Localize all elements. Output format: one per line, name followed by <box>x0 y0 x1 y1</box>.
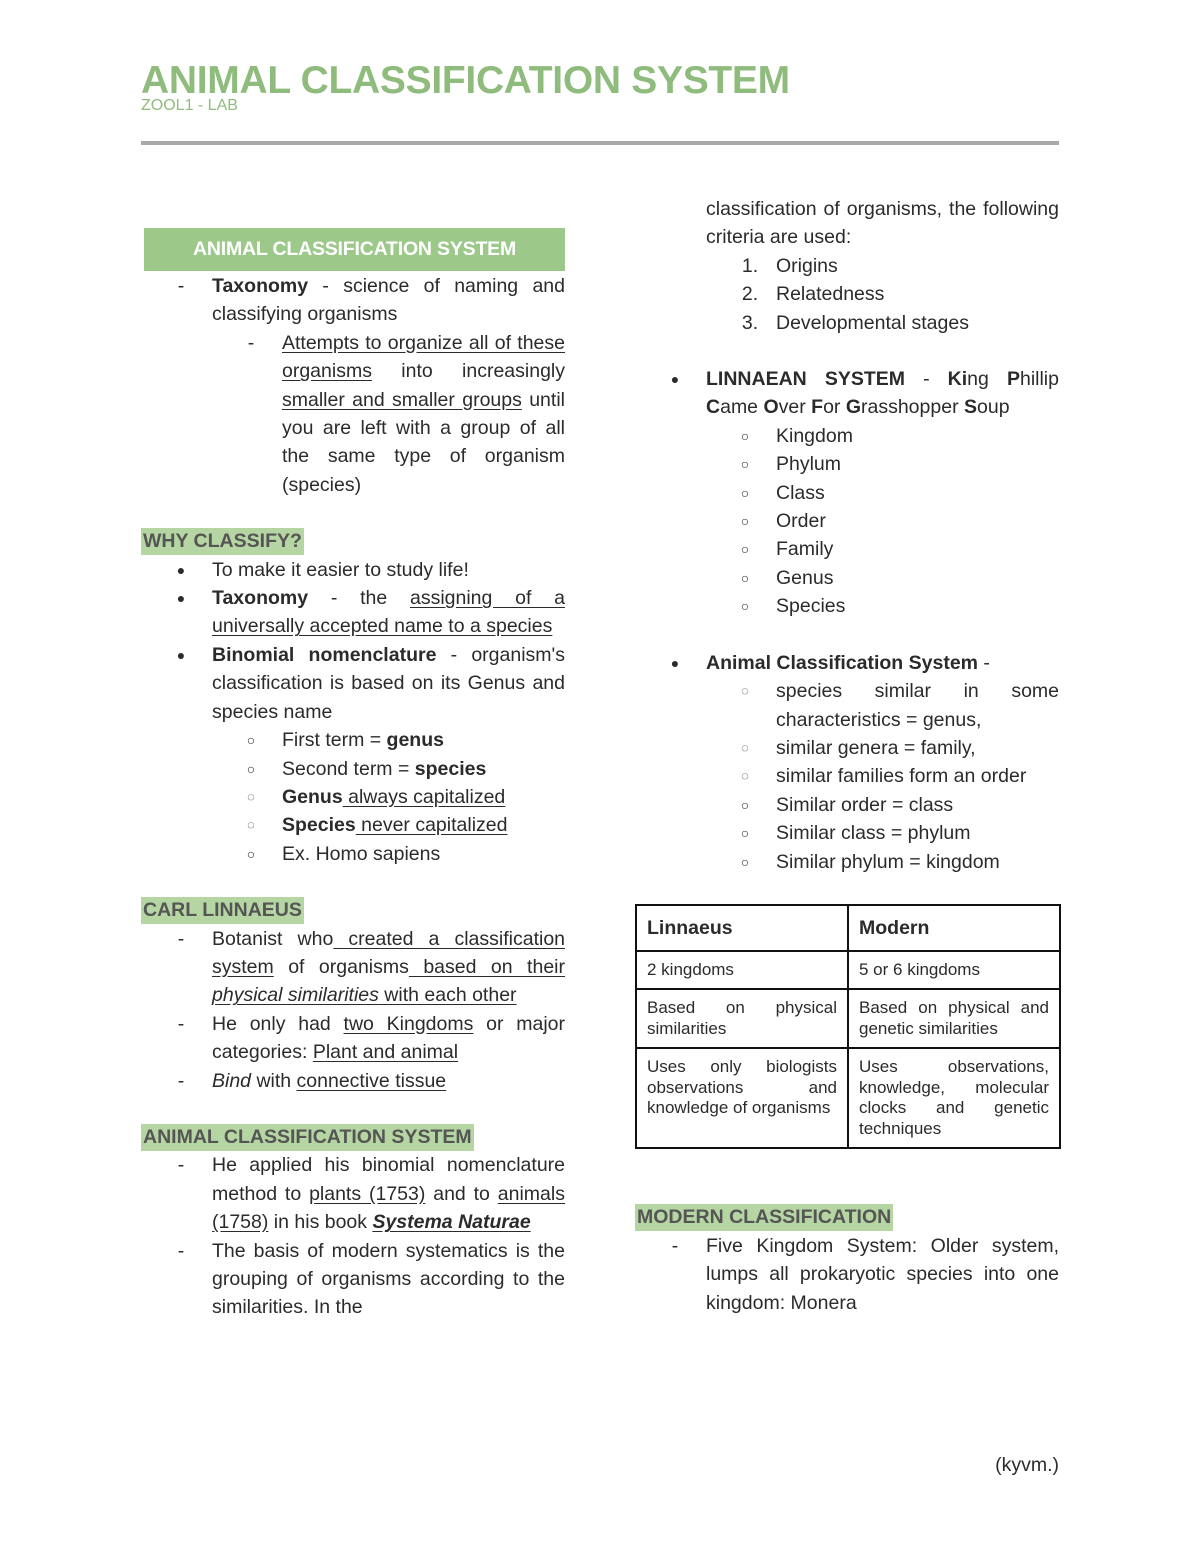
table-header-row <box>636 905 1060 951</box>
list-item: ◌ Genus always capitalized <box>141 783 565 811</box>
rank-item: ○ Species <box>635 592 1059 620</box>
list-item: - Bind with connective tissue <box>141 1067 565 1095</box>
document-subtitle: ZOOL1 - LAB <box>141 97 238 114</box>
bullet-marker: ● <box>670 371 680 388</box>
section-heading: CARL LINNAEUS <box>141 897 304 924</box>
list-item: ○ Second term = species <box>141 755 565 783</box>
list-item: - Five Kingdom System: Older system, lumps all prokaryotic species into one kingdom: Monera <box>635 1232 1059 1317</box>
ring-marker: ○ <box>740 427 750 444</box>
dotted-ring-marker: ◌ <box>741 683 749 699</box>
continuation-paragraph: classification of organisms, the following criteria are used: <box>706 198 1059 249</box>
dash-marker: - <box>177 927 185 950</box>
number-marker: 1. <box>741 254 759 277</box>
table-row <box>636 1048 1060 1148</box>
taxonomy-item: - Taxonomy - science of naming and classifying organisms <box>141 272 565 329</box>
table-cell: Based on physical and genetic similarities <box>848 989 1060 1048</box>
left-column <box>141 228 565 1322</box>
list-item: ○ Ex. Homo sapiens <box>141 840 565 868</box>
number-marker: 3. <box>741 311 759 334</box>
bullet-marker: ● <box>176 590 186 607</box>
carl-linnaeus-section <box>141 896 565 1095</box>
why-classify-section <box>141 527 565 868</box>
section-heading-box: ANIMAL CLASSIFICATION SYSTEM <box>144 228 565 271</box>
bullet-marker: ● <box>670 654 680 671</box>
acs-item: ● Animal Classification System - <box>635 649 1059 677</box>
table-cell: Based on physical similarities <box>636 989 848 1048</box>
document-title: ANIMAL CLASSIFICATION SYSTEM <box>141 59 790 102</box>
table-cell: 2 kingdoms <box>636 951 848 990</box>
rank-item: ○ Genus <box>635 564 1059 592</box>
list-item: ◌ similar genera = family, <box>635 734 1059 762</box>
ring-marker: ○ <box>740 456 750 473</box>
ring-marker: ○ <box>740 569 750 586</box>
right-column <box>635 195 1059 1317</box>
ring-marker: ○ <box>740 796 750 813</box>
dotted-ring-marker: ◌ <box>247 817 255 833</box>
ring-marker: ○ <box>246 760 256 777</box>
list-item: - He applied his binomial nomenclature method to plants (1753) and to animals (1758) in his book Systema Naturae <box>141 1151 565 1236</box>
rank-item: ○ Kingdom <box>635 422 1059 450</box>
dash-marker: - <box>177 1239 185 1262</box>
dash-marker: - <box>177 1154 185 1177</box>
list-item: ○ First term = genus <box>141 726 565 754</box>
author-signature: (kyvm.) <box>995 1454 1059 1476</box>
dash-marker: - <box>177 1069 185 1092</box>
criteria-item: 1. Origins <box>635 252 1059 280</box>
list-item: - Botanist who created a classification system of organisms based on their physical similarities with each other <box>141 925 565 1010</box>
ring-marker: ○ <box>740 598 750 615</box>
ring-marker: ○ <box>246 845 256 862</box>
ring-marker: ○ <box>740 825 750 842</box>
bullet-marker: ● <box>176 561 186 578</box>
modern-classification-section <box>635 1203 1059 1317</box>
section-heading: MODERN CLASSIFICATION <box>635 1204 893 1231</box>
list-item: - The basis of modern systematics is the grouping of organisms according to the similarities. In the <box>141 1237 565 1322</box>
table-row <box>636 951 1060 990</box>
dash-marker: - <box>177 1012 185 1035</box>
dotted-ring-marker: ◌ <box>247 788 255 804</box>
section-heading: ANIMAL CLASSIFICATION SYSTEM <box>141 1124 474 1151</box>
taxonomy-sub-item: - Attempts to organize all of these organisms into increasingly smaller and smaller groups until you are left with a group of all the same type of organism (species) <box>141 329 565 499</box>
table-cell: Uses observations, knowledge, molecular clocks and genetic techniques <box>848 1048 1060 1148</box>
rank-item: ○ Order <box>635 507 1059 535</box>
bullet-marker: ● <box>176 646 186 663</box>
dash-marker: - <box>247 331 255 354</box>
acs-section <box>141 1123 565 1322</box>
list-item: ◌ Species never capitalized <box>141 811 565 839</box>
list-item: - He only had two Kingdoms or major categories: Plant and animal <box>141 1010 565 1067</box>
ring-marker: ○ <box>740 484 750 501</box>
rank-item: ○ Class <box>635 479 1059 507</box>
table-cell: Uses only biologists observations and knowledge of organisms <box>636 1048 848 1148</box>
ring-marker: ○ <box>246 732 256 749</box>
header-divider <box>141 141 1059 145</box>
table-header-cell: Linnaeus <box>636 905 848 951</box>
section-heading: WHY CLASSIFY? <box>141 528 304 555</box>
criteria-item: 3. Developmental stages <box>635 309 1059 337</box>
list-item: ◌ species similar in some characteristics = genus, <box>635 677 1059 734</box>
list-item: ○ Similar class = phylum <box>635 819 1059 847</box>
dash-marker: - <box>177 275 185 297</box>
list-item: ○ Similar phylum = kingdom <box>635 848 1059 876</box>
list-item: ● Taxonomy - the assigning of a universally accepted name to a species <box>141 584 565 641</box>
list-item: ○ Similar order = class <box>635 791 1059 819</box>
comparison-table <box>635 904 1061 1150</box>
dotted-ring-marker: ◌ <box>741 739 749 755</box>
list-item: ◌ similar families form an order <box>635 762 1059 790</box>
number-marker: 2. <box>741 283 759 306</box>
ring-marker: ○ <box>740 513 750 530</box>
rank-item: ○ Phylum <box>635 450 1059 478</box>
list-item: ● Binomial nomenclature - organism's classification is based on its Genus and species name <box>141 641 565 726</box>
table-header-cell: Modern <box>848 905 1060 951</box>
ring-marker: ○ <box>740 853 750 870</box>
dash-marker: - <box>671 1234 679 1257</box>
dotted-ring-marker: ◌ <box>741 768 749 784</box>
table-row <box>636 989 1060 1048</box>
table-cell: 5 or 6 kingdoms <box>848 951 1060 990</box>
rank-item: ○ Family <box>635 535 1059 563</box>
criteria-item: 2. Relatedness <box>635 280 1059 308</box>
list-item: ● To make it easier to study life! <box>141 556 565 584</box>
linnaean-system-item: ● LINNAEAN SYSTEM - King Phillip Came Over For Grasshopper Soup <box>635 365 1059 422</box>
ring-marker: ○ <box>740 541 750 558</box>
